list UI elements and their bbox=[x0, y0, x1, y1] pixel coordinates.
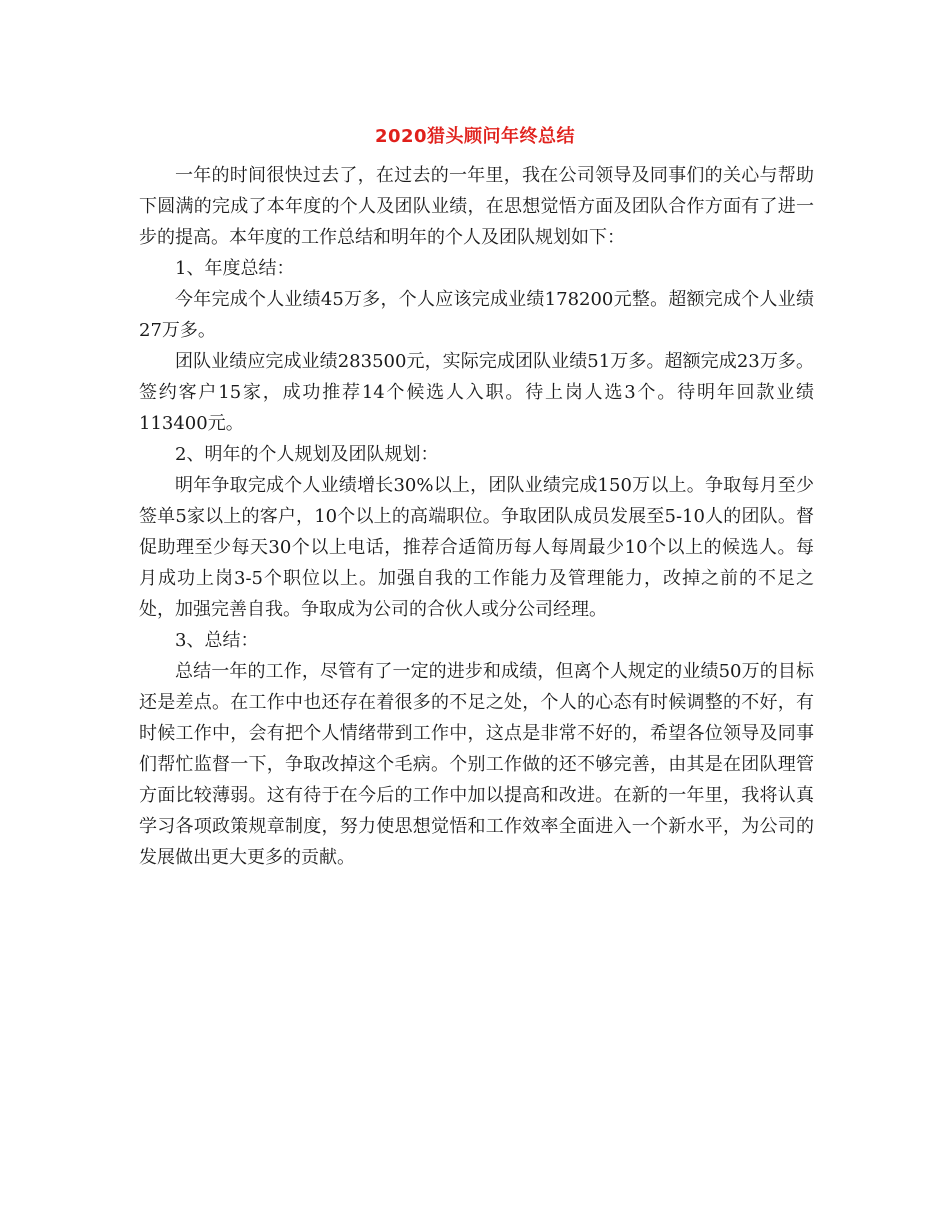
document-body bbox=[139, 160, 814, 873]
document-title: 2020猎头顾问年终总结 bbox=[374, 126, 576, 147]
section-heading-next-year-plan: 2、明年的个人规划及团队规划： bbox=[175, 444, 439, 465]
section-heading-annual-summary: 1、年度总结： bbox=[175, 258, 295, 279]
intro-paragraph: 一年的时间很快过去了，在过去的一年里，我在公司领导及同事们的关心与帮助下圆满的完成了本年度的个人及团队业绩，在思想觉悟方面及团队合作方面有了进一步的提高。本年度的工作总结和明年的个人及团队规划如下： bbox=[139, 165, 814, 248]
team-performance-paragraph: 团队业绩应完成业绩283500元，实际完成团队业绩51万多。超额完成23万多。 签约客户15家，成功推荐14个候选人入职。待上岗人选3个。待明年回款业绩113400元。 bbox=[139, 351, 814, 434]
section-heading-conclusion: 3、总结： bbox=[175, 630, 259, 651]
personal-performance-paragraph: 今年完成个人业绩45万多，个人应该完成业绩178200元整。超额完成个人业绩27万多。 bbox=[139, 289, 814, 341]
next-year-plan-paragraph: 明年争取完成个人业绩增长30%以上，团队业绩完成150万以上。争取每月至少签单5家以上的客户，10个以上的高端职位。争取团队成员发展至5-10人的团队。督促助理至少每天30个以上电话，推荐合适简历每人每周最少10个以上的候选人。每月成功上岗3-5个职位以上。加强自我的工作能力及管理能力，改掉之前的不足之处，加强完善自我。争取成为公司的合伙人或分公司经理。 bbox=[139, 475, 814, 620]
conclusion-paragraph: 总结一年的工作，尽管有了一定的进步和成绩，但离个人规定的业绩50万的目标还是差点。在工作中也还存在着很多的不足之处，个人的心态有时候调整的不好，有时候工作中，会有把个人情绪带到工作中，这点是非常不好的，希望各位领导及同事们帮忙监督一下，争取改掉这个毛病。个别工作做的还不够完善，由其是在团队理管方面比较薄弱。这有待于在今后的工作中加以提高和改进。在新的一年里，我将认真学习各项政策规章制度，努力使思想觉悟和工作效率全面进入一个新水平，为公司的发展做出更大更多的贡献。 bbox=[139, 661, 814, 868]
